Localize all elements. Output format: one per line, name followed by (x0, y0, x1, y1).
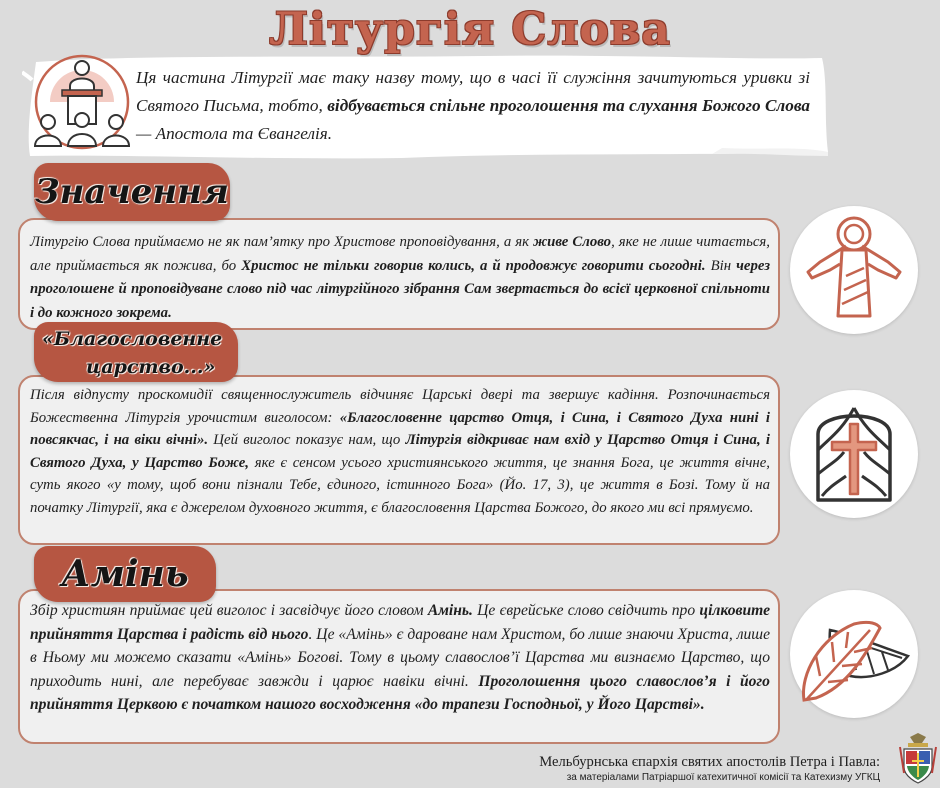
kingdom-label: «Благословенне царство...» (34, 322, 238, 382)
intro-emphasis: відбувається спільне проголошення та слухання Божого Слова (327, 96, 810, 115)
amen-label: Амінь (34, 546, 216, 602)
christ-circle (790, 206, 918, 334)
kingdom-box (18, 375, 780, 545)
palm-leaves-icon (790, 590, 918, 718)
intro-paragraph: Ця частина Літургії має таку назву тому, що в часі її служіння зачитуються уривки зі Святого Письма, тобто, відбувається спільне проголошення та слухання Божого Слова — Апостола та Євангелія. (136, 68, 810, 143)
meaning-box (18, 218, 780, 330)
amen-paragraph: Збір християн приймає цей виголос і засвідчує його словом Амінь. Це єврейське слово свідчить про цілковите прийняття Царства і радість від нього. Це «Амінь» є дароване нам Христом, бо лише знаючи Христа, лише в Ньому ми можемо сказати «Амінь» Богові. Тому в цьому славослов’ї Царства ми визнаємо Царство, що приходить нині, але перебуває завжди і царює навіки вічні. Проголошення цього славослов’я і його прийняття Церквою є початком нашого восходження «до трапези Господньої, у Його Царстві». (30, 602, 770, 714)
meaning-paragraph: Літургію Слова приймаємо не як пам’ятку про Христове проповідування, а як живе Слово, яке не лише читається, але приймається як пожива, бо Христос не тільки говорив колись, а й продовжує говорити сьогодні. Він через проголошене й проповідуване слово під час літургійного зібрання Сам звертається до всієї церковної спільноти і до кожного зокрема. (30, 234, 771, 321)
cross-window-icon (790, 390, 918, 518)
footer-eparchy: Мельбурнська єпархія святих апостолів Петра і Павла: (539, 754, 880, 770)
meaning-label: Значення (34, 163, 230, 221)
footer-source: за матеріалами Патріаршої катехитичної комісії та Катехизму УГКЦ (566, 772, 880, 783)
eparchy-crest-icon (898, 733, 938, 785)
congregation-icon (30, 50, 134, 154)
christ-icon (790, 206, 918, 334)
amen-box (18, 589, 780, 744)
window-circle (790, 390, 918, 518)
palm-circle (790, 590, 918, 718)
page-title: Літургія Слова (269, 4, 671, 55)
kingdom-paragraph: Після відпусту проскомидії священнослужитель відчиняє Царські двері та звершує кадіння. Розпочинається Божественна Літургія урочистим виголосом: «Благословенне царство Отця, і Сина, і Святого Духа нині і повсякчас, і на віки вічні». Цей виголос показує нам, що Літургія відкриває нам вхід у Царство Отця і Сина, і Святого Духа, у Царство Боже, яке є сенсом усього християнського життя, це знання Бога, це життя вічне, суть якого «у тому, щоб вони пізнали Тебе, єдиного, істинного Бога» (Йо. 17, 3), це життя в Бозі. Тому й на початку Літургії, яка є джерелом духовного життя, є благословення Царства Божого, до якого ми всі прямуємо. (30, 387, 771, 516)
